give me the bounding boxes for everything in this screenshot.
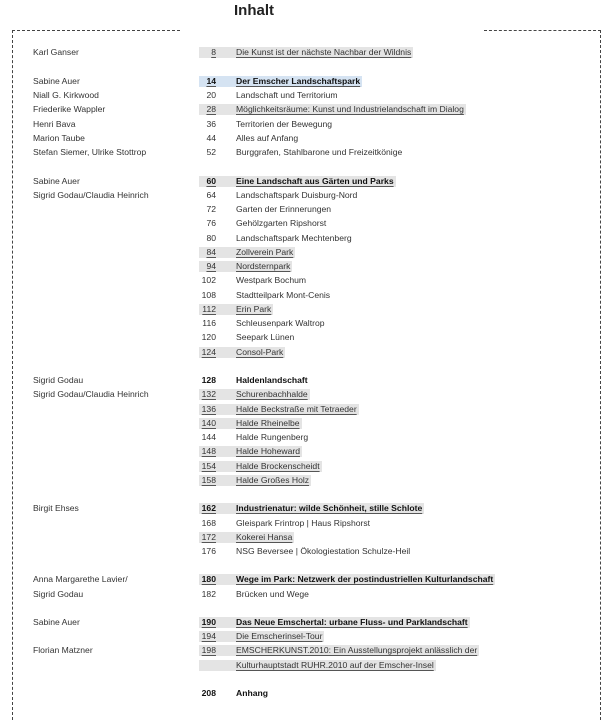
toc-title[interactable]: Nordsternpark — [236, 261, 291, 271]
toc-author: Sabine Auer — [33, 617, 80, 627]
toc-entry[interactable] — [0, 387, 612, 401]
toc-title: Gehölzgarten Ripshorst — [236, 218, 327, 228]
toc-page-number: 72 — [206, 204, 216, 214]
toc-page-number: 44 — [206, 133, 216, 143]
toc-page-number: 36 — [206, 119, 216, 129]
toc-entry[interactable] — [0, 45, 612, 59]
toc-title[interactable]: Die Emscherinsel-Tour — [236, 631, 323, 641]
toc-entry[interactable] — [0, 74, 612, 88]
toc-page-number: 136 — [201, 404, 216, 414]
toc-entry — [0, 117, 612, 131]
toc-title[interactable]: Eine Landschaft aus Gärten und Parks — [236, 176, 394, 186]
toc-page-number: 208 — [201, 688, 216, 698]
toc-entry — [0, 330, 612, 344]
toc-entry — [0, 131, 612, 145]
toc-author: Sigrid Godau — [33, 375, 84, 385]
toc-author: Florian Matzner — [33, 645, 93, 655]
toc-title[interactable]: Halde Rheinelbe — [236, 418, 300, 428]
toc-page-number: 140 — [201, 418, 216, 428]
toc-title: Territorien der Bewegung — [236, 119, 333, 129]
toc-title: Gleispark Frintrop | Haus Ripshorst — [236, 518, 371, 528]
toc-page-number: 116 — [202, 318, 216, 328]
toc-author: Anna Margarethe Lavier/ — [33, 574, 128, 584]
toc-entry[interactable] — [0, 402, 612, 416]
toc-entry — [0, 516, 612, 530]
toc-entry — [0, 373, 612, 387]
toc-entry[interactable] — [0, 302, 612, 316]
toc-page-number: 154 — [201, 461, 216, 471]
toc-author: Birgit Ehses — [33, 503, 79, 513]
toc-title: Landschaft und Territorium — [236, 90, 338, 100]
toc-entry — [0, 544, 612, 558]
toc-page-number: 198 — [201, 645, 216, 655]
dashed-frame-top-right — [484, 30, 601, 31]
toc-page-number: 60 — [206, 176, 216, 186]
toc-entry[interactable] — [0, 259, 612, 273]
toc-title: Anhang — [236, 688, 268, 698]
toc-entry[interactable] — [0, 102, 612, 116]
toc-author: Sigrid Godau/Claudia Heinrich — [33, 190, 149, 200]
toc-title[interactable]: Halde Hoheward — [236, 446, 301, 456]
toc-page-number: 28 — [206, 104, 216, 114]
toc-entry[interactable] — [0, 444, 612, 458]
toc-page-number: 190 — [201, 617, 216, 627]
toc-title[interactable]: Industrienatur: wilde Schönheit, stille Schlote — [236, 503, 423, 513]
toc-entry[interactable] — [0, 615, 612, 629]
toc-title: Seepark Lünen — [236, 332, 295, 342]
toc-title: Stadtteilpark Mont-Cenis — [236, 290, 331, 300]
toc-page-number: 76 — [206, 218, 216, 228]
toc-page-number: 162 — [201, 503, 216, 513]
toc-author: Marion Taube — [33, 133, 85, 143]
toc-page-number: 172 — [201, 532, 216, 542]
page-title: Inhalt — [234, 2, 274, 19]
toc-title[interactable]: Halde Großes Holz — [236, 475, 310, 485]
toc-entry — [0, 202, 612, 216]
toc-entry[interactable] — [0, 459, 612, 473]
toc-author: Sigrid Godau/Claudia Heinrich — [33, 389, 149, 399]
toc-title[interactable]: Wege im Park: Netzwerk der postindustriellen Kulturlandschaft — [236, 574, 494, 584]
toc-entry — [0, 686, 612, 700]
toc-page-number: 176 — [201, 546, 216, 556]
toc-author: Stefan Siemer, Ulrike Stottrop — [33, 147, 147, 157]
toc-title: Haldenlandschaft — [236, 375, 308, 385]
toc-author: Karl Ganser — [33, 47, 79, 57]
toc-author: Niall G. Kirkwood — [33, 90, 99, 100]
toc-entry — [0, 316, 612, 330]
toc-entry — [0, 216, 612, 230]
toc-title: Garten der Erinnerungen — [236, 204, 332, 214]
toc-page-number: 14 — [206, 76, 216, 86]
toc-page-number: 148 — [201, 446, 216, 456]
toc-entry — [0, 188, 612, 202]
toc-page-number: 64 — [206, 190, 216, 200]
toc-page-number: 144 — [201, 432, 216, 442]
toc-page-number: 128 — [201, 375, 216, 385]
toc-title: Brücken und Wege — [236, 589, 309, 599]
toc-entry[interactable] — [0, 643, 612, 657]
toc-entry[interactable] — [0, 416, 612, 430]
toc-title[interactable]: Schurenbachhalde — [236, 389, 308, 399]
toc-page-number: 108 — [201, 290, 216, 300]
toc-title: Landschaftspark Duisburg-Nord — [236, 190, 358, 200]
toc-entry — [0, 145, 612, 159]
toc-page-number: 182 — [201, 589, 216, 599]
toc-title: Burggrafen, Stahlbarone und Freizeitkönige — [236, 147, 403, 157]
toc-page-number: 102 — [201, 275, 216, 285]
toc-author: Sabine Auer — [33, 76, 80, 86]
toc-title: NSG Beversee | Ökologiestation Schulze-Heil — [236, 546, 411, 556]
toc-title[interactable]: Kulturhauptstadt RUHR.2010 auf der Emscher-Insel — [236, 660, 434, 670]
toc-entry[interactable] — [0, 501, 612, 515]
toc-entry — [0, 273, 612, 287]
toc-title[interactable]: Die Kunst ist der nächste Nachbar der Wildnis — [236, 47, 412, 57]
toc-entry[interactable] — [0, 174, 612, 188]
toc-entry — [0, 587, 612, 601]
dashed-frame-top-left — [12, 30, 180, 31]
toc-page-number: 112 — [202, 304, 216, 314]
toc-entry[interactable] — [0, 629, 612, 643]
toc-title: Westpark Bochum — [236, 275, 307, 285]
toc-page-number: 158 — [201, 475, 216, 485]
toc-page-number: 194 — [201, 631, 216, 641]
toc-title: Landschaftspark Mechtenberg — [236, 233, 352, 243]
toc-title: Halde Rungenberg — [236, 432, 309, 442]
toc-title[interactable]: Zollverein Park — [236, 247, 294, 257]
toc-page-number: 8 — [211, 47, 216, 57]
toc-page-number: 180 — [201, 574, 216, 584]
toc-page-number: 120 — [201, 332, 216, 342]
toc-entry[interactable] — [0, 473, 612, 487]
toc-entry — [0, 430, 612, 444]
toc-page-number: 168 — [201, 518, 216, 528]
toc-title: Schleusenpark Waltrop — [236, 318, 325, 328]
toc-entry — [0, 231, 612, 245]
toc-entry — [0, 88, 612, 102]
toc-author: Sabine Auer — [33, 176, 80, 186]
toc-entry[interactable] — [0, 245, 612, 259]
toc-title[interactable]: Der Emscher Landschaftspark — [236, 76, 361, 86]
toc-page-number: 52 — [206, 147, 216, 157]
toc-title[interactable]: Halde Brockenscheidt — [236, 461, 320, 471]
toc-title[interactable]: Consol-Park — [236, 347, 284, 357]
toc-title[interactable]: Halde Beckstraße mit Tetraeder — [236, 404, 357, 414]
toc-page-number: 94 — [206, 261, 216, 271]
toc-page-number: 20 — [206, 90, 216, 100]
toc-title[interactable]: Kokerei Hansa — [236, 532, 293, 542]
toc-title: Alles auf Anfang — [236, 133, 299, 143]
toc-entry[interactable] — [0, 345, 612, 359]
toc-page-number: 84 — [206, 247, 216, 257]
toc-entry — [0, 288, 612, 302]
toc-author: Sigrid Godau — [33, 589, 84, 599]
toc-page-number: 124 — [201, 347, 216, 357]
toc-author: Friederike Wappler — [33, 104, 106, 114]
toc-author: Henri Bava — [33, 119, 76, 129]
toc-title[interactable]: Erin Park — [236, 304, 272, 314]
toc-entry[interactable] — [0, 530, 612, 544]
toc-title[interactable]: Das Neue Emschertal: urbane Fluss- und Parklandschaft — [236, 617, 468, 627]
toc-page-number: 80 — [206, 233, 216, 243]
toc-title[interactable]: EMSCHERKUNST.2010: Ein Ausstellungsprojekt anlässlich der — [236, 645, 478, 655]
toc-entry[interactable] — [0, 658, 612, 672]
toc-entry[interactable] — [0, 572, 612, 586]
toc-page-number: 132 — [201, 389, 216, 399]
toc-title[interactable]: Möglichkeitsräume: Kunst und Industrielandschaft im Dialog — [236, 104, 464, 114]
